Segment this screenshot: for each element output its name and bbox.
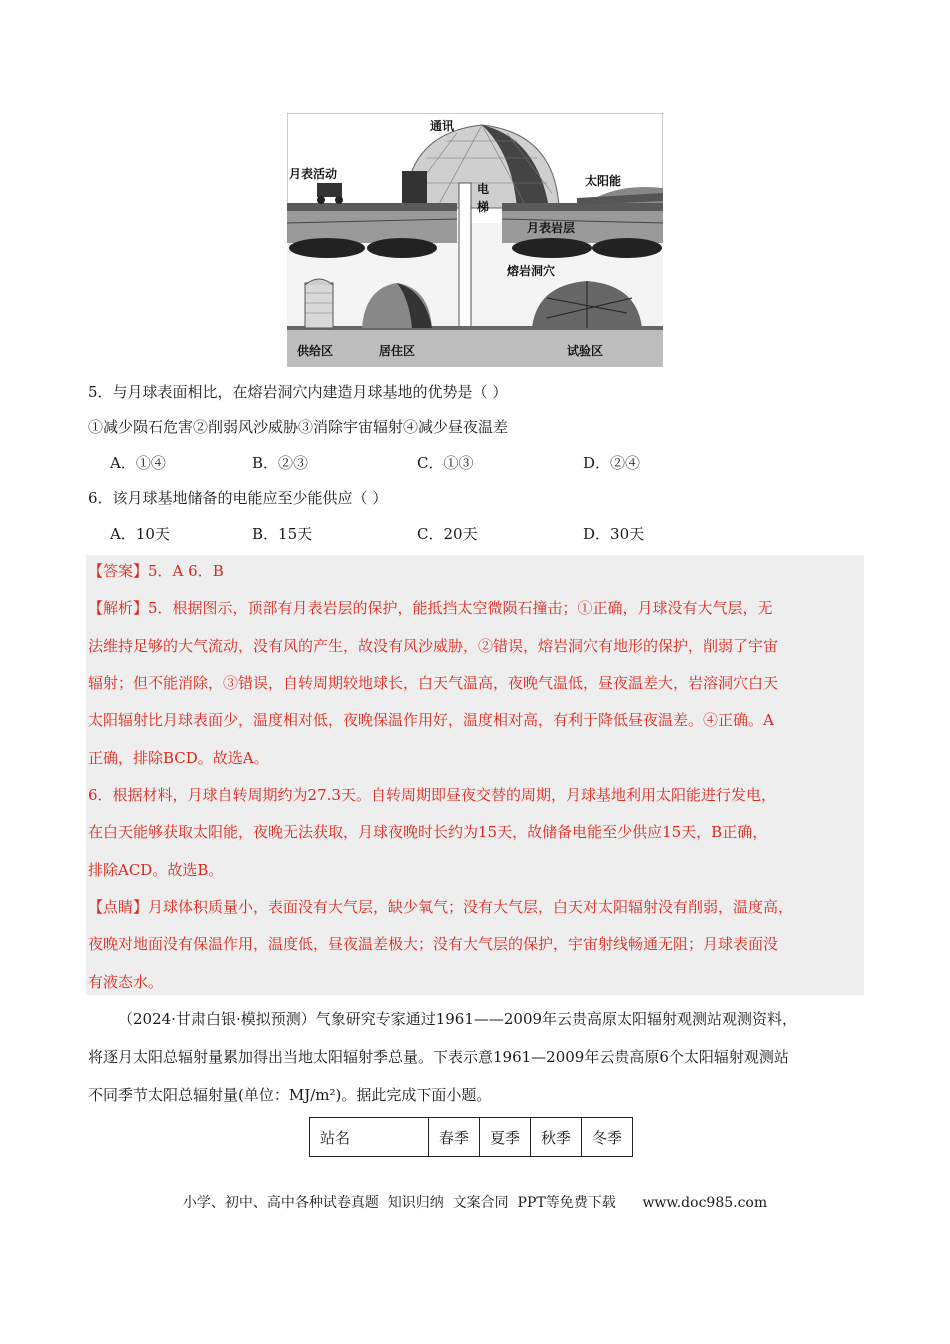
tip-line: 夜晚对地面没有保温作用，温度低，昼夜温差极大；没有大气层的保护，宇宙射线畅通无阻；月球表面没 (88, 935, 779, 953)
page-footer: 小学、初中、高中各种试卷真题 知识归纳 文案合同 PPT等免费下载 www.doc985.com (182, 1195, 768, 1211)
table-header-row (310, 1118, 633, 1157)
label-lava-tube: 熔岩洞穴 (507, 264, 556, 278)
label-test: 试验区 (567, 344, 604, 358)
q6-option-c: C．20天 (417, 525, 478, 543)
label-rock-layer: 月表岩层 (527, 221, 576, 235)
analysis-line: 在白天能够获取太阳能，夜晚无法获取，月球夜晚时长约为15天，故储备电能至少供应15天，B正确， (88, 823, 768, 841)
lunar-base-illustration (287, 113, 663, 367)
label-surface-activity: 月表活动 (289, 167, 338, 181)
analysis-line: 太阳辐射比月球表面少，温度相对低，夜晚保温作用好，温度相对高，有利于降低昼夜温差。④正确。A (88, 711, 774, 729)
table-header-cell: 冬季 (582, 1118, 633, 1157)
q5-option-d: D．②④ (583, 454, 641, 472)
label-communication: 通讯 (430, 119, 455, 133)
q5-option-c: C．①③ (417, 454, 474, 472)
answer-line: 【答案】5．A 6．B (88, 562, 224, 580)
intro-line: 将逐月太阳总辐射量累加得出当地太阳辐射季总量。下表示意1961—2009年云贵高原6个太阳辐射观测站 (88, 1048, 789, 1066)
label-living: 居住区 (379, 344, 416, 358)
intro-line: 不同季节太阳总辐射量(单位：MJ/m²)。据此完成下面小题。 (88, 1086, 492, 1104)
analysis-line: 6．根据材料，月球自转周期约为27.3天。自转周期即昼夜交替的周期，月球基地利用太阳能进行发电， (88, 786, 776, 804)
question-5-statements: ①减少陨石危害②削弱风沙威胁③消除宇宙辐射④减少昼夜温差 (88, 418, 509, 436)
tip-line: 有液态水。 (88, 973, 164, 991)
intro-line: （2024·甘肃白银·模拟预测）气象研究专家通过1961——2009年云贵高原太阳辐射观测站观测资料， (118, 1010, 798, 1028)
q6-option-d: D．30天 (583, 525, 645, 543)
label-solar: 太阳能 (585, 174, 622, 188)
label-elevator-1: 电 (477, 182, 490, 196)
q5-option-b: B．②③ (252, 454, 309, 472)
label-supply: 供给区 (297, 344, 334, 358)
table-header-cell: 春季 (429, 1118, 480, 1157)
answer-analysis-box (86, 555, 864, 995)
table-header-cell: 秋季 (531, 1118, 582, 1157)
question-5-stem: 5．与月球表面相比，在熔岩洞穴内建造月球基地的优势是（ ） (88, 383, 508, 401)
q5-option-a: A．①④ (110, 454, 166, 472)
analysis-line: 辐射；但不能消除，③错误，自转周期较地球长，白天气温高，夜晚气温低，昼夜温差大，岩溶洞穴白天 (88, 674, 779, 692)
analysis-line: 排除ACD。故选B。 (88, 861, 224, 879)
table-header-cell: 站名 (310, 1118, 429, 1157)
question-6-stem: 6．该月球基地储备的电能应至少能供应（ ） (88, 489, 388, 507)
q6-option-b: B．15天 (252, 525, 313, 543)
radiation-table (309, 1117, 633, 1157)
analysis-line: 【解析】5．根据图示，顶部有月表岩层的保护，能抵挡太空微陨石撞击；①正确，月球没有大气层，无 (88, 599, 773, 617)
label-elevator-2: 梯 (477, 200, 490, 214)
table-header-cell: 夏季 (480, 1118, 531, 1157)
q6-option-a: A．10天 (110, 525, 170, 543)
analysis-line: 法维持足够的大气流动，没有风的产生，故没有风沙威胁，②错误，熔岩洞穴有地形的保护，削弱了宇宙 (88, 637, 779, 655)
analysis-line: 正确，排除BCD。故选A。 (88, 749, 269, 767)
tip-line: 【点睛】月球体积质量小，表面没有大气层，缺少氧气；没有大气层，白天对太阳辐射没有削弱，温度高， (88, 898, 794, 916)
